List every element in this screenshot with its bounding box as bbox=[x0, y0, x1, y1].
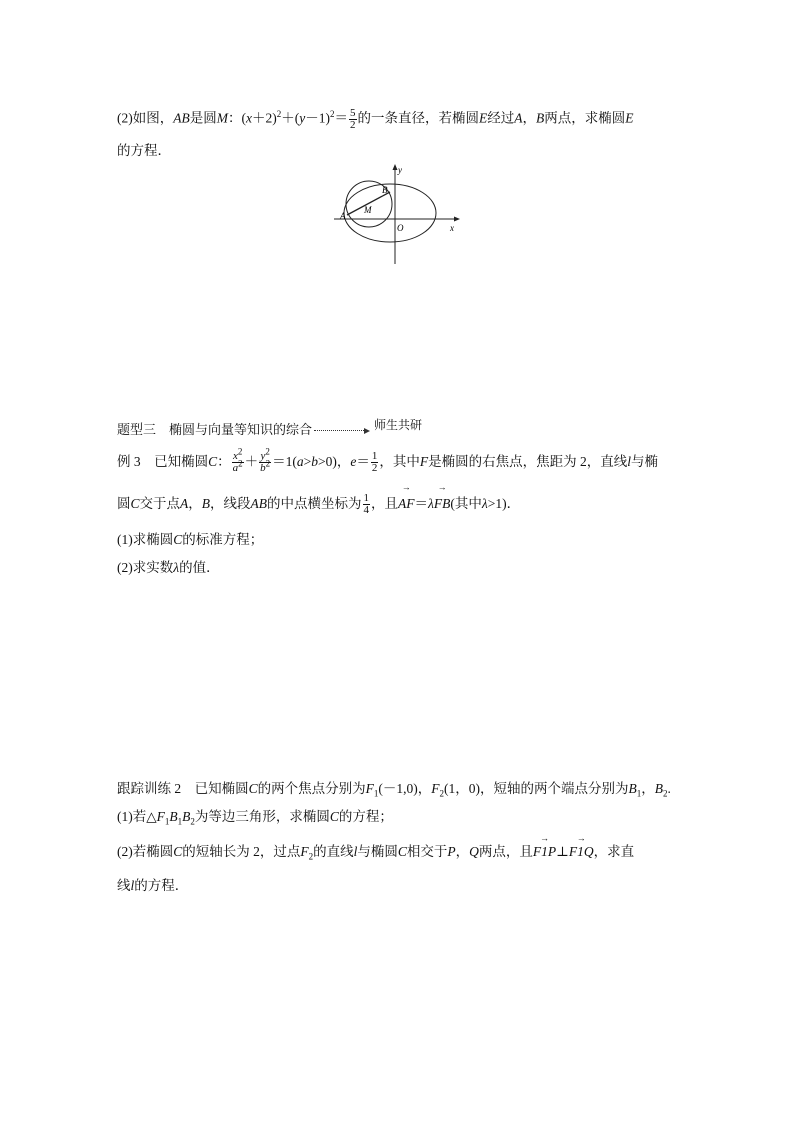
text: > bbox=[303, 454, 312, 469]
label-x: x bbox=[450, 223, 454, 233]
fraction bbox=[349, 108, 357, 131]
text: 两点，求椭圆 bbox=[544, 110, 626, 126]
text: 2 bbox=[265, 458, 271, 469]
text: 例 3 已知椭圆 bbox=[117, 454, 209, 469]
text: B bbox=[654, 781, 664, 796]
text: B bbox=[182, 809, 191, 824]
text: 跟踪训练 2 已知椭圆 bbox=[117, 781, 249, 796]
text: 2 bbox=[238, 458, 243, 469]
text: B bbox=[536, 110, 545, 126]
text: 2 bbox=[308, 851, 314, 862]
text: 2 bbox=[350, 119, 356, 131]
text: 线 bbox=[117, 878, 131, 893]
text: b bbox=[311, 454, 319, 469]
example3-line2 bbox=[117, 492, 520, 516]
text: e bbox=[350, 454, 357, 469]
text: ＝ bbox=[356, 454, 370, 469]
text: l bbox=[353, 844, 358, 859]
text: ＋( bbox=[281, 110, 300, 126]
label-M: M bbox=[364, 205, 372, 215]
text: (2)如图， bbox=[117, 110, 174, 126]
text: ＋2) bbox=[252, 110, 277, 126]
text: ： bbox=[217, 454, 231, 469]
text: F bbox=[431, 781, 440, 796]
text: E bbox=[479, 110, 488, 126]
text: A bbox=[180, 496, 189, 511]
followup2-question1 bbox=[117, 808, 393, 826]
text: Q bbox=[469, 844, 479, 859]
fraction-1-2 bbox=[371, 451, 379, 474]
text: (其中 bbox=[450, 496, 482, 511]
text: 与椭圆 bbox=[357, 844, 398, 859]
example3-line1 bbox=[117, 446, 659, 475]
dotted-leader bbox=[314, 430, 364, 431]
text: ，其中 bbox=[379, 454, 420, 469]
text: 经过 bbox=[487, 110, 515, 126]
text: A bbox=[514, 110, 523, 126]
text: ， bbox=[188, 496, 202, 511]
text: 的标准方程； bbox=[182, 532, 264, 547]
text: >0)， bbox=[318, 454, 351, 469]
text: 4 bbox=[363, 504, 370, 517]
text: ， bbox=[522, 110, 536, 126]
text: C bbox=[130, 496, 140, 511]
followup2-line1 bbox=[117, 780, 671, 798]
text: F bbox=[365, 781, 374, 796]
text: 的方程． bbox=[117, 143, 171, 158]
text: 1 bbox=[636, 788, 642, 799]
text: ＝ bbox=[334, 110, 348, 126]
text: E bbox=[625, 110, 634, 126]
text: 5 bbox=[350, 107, 356, 119]
section-title: 题型三 椭圆与向量等知识的综合 bbox=[117, 423, 313, 438]
text: F bbox=[300, 844, 309, 859]
text: 的短轴长为 2，过点 bbox=[182, 844, 301, 859]
text: C bbox=[248, 781, 258, 796]
label-A: A bbox=[340, 211, 346, 221]
text: 2 bbox=[330, 109, 335, 120]
text: l bbox=[627, 454, 632, 469]
label-B: B bbox=[382, 185, 388, 195]
text: λ bbox=[481, 496, 488, 511]
vector-F1Q: → F1Q bbox=[569, 843, 594, 861]
text: 1 bbox=[371, 450, 378, 463]
text: 的一条直径，若椭圆 bbox=[357, 110, 479, 126]
text: 相交于 bbox=[406, 844, 448, 859]
vector-AF: → AF bbox=[398, 492, 415, 516]
example3-question1 bbox=[117, 531, 263, 549]
text: B bbox=[628, 781, 637, 796]
text: 的直线 bbox=[313, 844, 354, 859]
text: 的两个焦点分别为 bbox=[257, 781, 366, 796]
text: a bbox=[296, 454, 304, 469]
text: ，求直 bbox=[593, 844, 635, 859]
text: 1 bbox=[363, 492, 370, 505]
text: ，且 bbox=[371, 496, 399, 511]
text: x bbox=[232, 450, 238, 463]
text: 的方程． bbox=[134, 878, 189, 893]
fraction-y2-b2 bbox=[259, 446, 271, 475]
vector-F1P: → F1P bbox=[533, 843, 556, 861]
text: l bbox=[130, 878, 135, 893]
label-y: y bbox=[398, 165, 402, 175]
fraction-x2-a2 bbox=[232, 446, 244, 475]
text: (1)若△ bbox=[117, 809, 157, 824]
section-tag: 师生共研 bbox=[374, 418, 423, 432]
part2-line2 bbox=[117, 142, 171, 160]
ellipse-circle-figure bbox=[332, 160, 462, 268]
arrow-icon bbox=[364, 428, 370, 434]
followup2-question2-cont bbox=[117, 877, 188, 895]
text: 2 bbox=[439, 788, 445, 799]
text: λ bbox=[173, 560, 180, 575]
text: 2 bbox=[663, 788, 668, 799]
text: ：( bbox=[228, 110, 246, 126]
text: >1)． bbox=[487, 496, 521, 511]
text: B bbox=[201, 496, 211, 511]
y-axis-arrow bbox=[393, 164, 398, 170]
text: . bbox=[667, 781, 671, 796]
text: y bbox=[299, 110, 306, 126]
text: C bbox=[173, 844, 183, 859]
text: ＝1( bbox=[272, 454, 297, 469]
text: 1 bbox=[177, 816, 183, 827]
text: (2)若椭圆 bbox=[117, 844, 174, 859]
text: (1，0)，短轴的两个端点分别为 bbox=[444, 781, 629, 796]
text: 交于点 bbox=[139, 496, 181, 511]
example3-question2 bbox=[117, 559, 220, 577]
text: 的中点横坐标为 bbox=[267, 496, 362, 511]
text: y bbox=[260, 450, 266, 463]
text: 是圆 bbox=[189, 110, 217, 126]
text: 2 bbox=[276, 109, 282, 120]
text: 圆 bbox=[117, 496, 131, 511]
text: C bbox=[329, 809, 339, 824]
text: ， bbox=[641, 781, 655, 796]
text: 2 bbox=[265, 446, 270, 457]
part2-line1 bbox=[117, 108, 634, 131]
text: b bbox=[260, 462, 266, 475]
section3-header bbox=[117, 416, 422, 440]
text: 与椭 bbox=[631, 454, 659, 469]
text: ， bbox=[455, 844, 470, 859]
text: 1 bbox=[164, 816, 170, 827]
text: 为等边三角形，求椭圆 bbox=[194, 809, 330, 824]
text: (－1,0)， bbox=[378, 781, 432, 796]
text: AB bbox=[250, 496, 268, 511]
text: 两点，且 bbox=[478, 844, 533, 859]
text: ＋ bbox=[244, 454, 259, 469]
text: λ bbox=[428, 496, 434, 511]
text: a bbox=[232, 462, 239, 475]
text: －1) bbox=[305, 110, 330, 126]
text: ⊥ bbox=[556, 844, 569, 859]
vector-FB: → FB bbox=[434, 492, 451, 516]
text: M bbox=[216, 110, 228, 126]
text: C bbox=[397, 844, 407, 859]
text: x bbox=[246, 110, 252, 126]
text: 2 bbox=[371, 462, 378, 475]
text: 2 bbox=[237, 446, 243, 457]
text: 的方程； bbox=[338, 809, 393, 824]
text: AB bbox=[173, 110, 190, 126]
text: F bbox=[156, 809, 165, 824]
text: 是椭圆的右焦点，焦距为 2，直线 bbox=[428, 454, 628, 469]
followup2-question2 bbox=[117, 843, 634, 861]
text: (2)求实数 bbox=[117, 560, 174, 575]
text: P bbox=[447, 844, 456, 859]
text: 的值． bbox=[179, 560, 220, 575]
text: ，线段 bbox=[210, 496, 251, 511]
label-O: O bbox=[397, 223, 404, 233]
text: C bbox=[208, 454, 218, 469]
text: B bbox=[169, 809, 178, 824]
x-axis-arrow bbox=[454, 217, 460, 222]
text: ＝ bbox=[414, 496, 429, 511]
fraction-1-4 bbox=[363, 493, 371, 516]
text: C bbox=[173, 532, 183, 547]
text: 2 bbox=[190, 816, 195, 827]
text: (1)求椭圆 bbox=[117, 532, 174, 547]
text: F bbox=[419, 454, 429, 469]
text: 1 bbox=[373, 788, 379, 799]
